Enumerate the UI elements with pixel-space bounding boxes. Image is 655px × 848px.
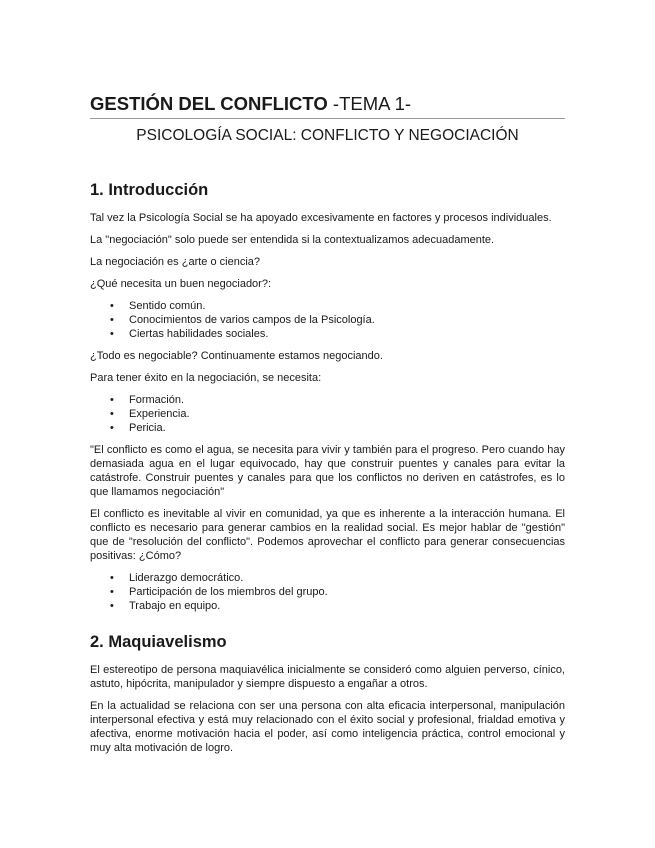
section-maquiavelismo	[90, 631, 565, 755]
list-item: • Experiencia.	[110, 408, 190, 420]
paragraph: ¿Todo es negociable? Continuamente estamos negociando.	[90, 350, 383, 362]
list-item: • Liderazgo democrático.	[110, 572, 244, 584]
list-item: • Pericia.	[110, 422, 166, 434]
paragraph: La "negociación" solo puede ser entendida si la contextualizamos adecuadamente.	[90, 234, 495, 246]
list-item: • Conocimientos de varios campos de la Psicología.	[110, 314, 375, 326]
section-heading: 2. Maquiavelismo	[90, 633, 227, 651]
quote-paragraph: "El conflicto es como el agua, se necesita para vivir y también para el progreso. Pero cuando hay demasiada agua en el lugar equivocado, hay que construir puentes y canales para evitar la catástrofe. Construir puentes y canales para que los conflictos no deriven en catástrofes, es lo que llamamos negociación"	[90, 444, 565, 498]
document-subtitle: PSICOLOGÍA SOCIAL: CONFLICTO Y NEGOCIACIÓN	[136, 127, 519, 144]
bullet-icon: •	[110, 422, 114, 434]
list-item: • Formación.	[110, 394, 185, 406]
paragraph: El estereotipo de persona maquiavélica inicialmente se consideró como alguien perverso, cínico, astuto, hipócrita, manipulador y siempre dispuesto a engañar a otros.	[90, 664, 565, 690]
paragraph: La negociación es ¿arte o ciencia?	[90, 256, 260, 268]
bullet-icon: •	[110, 600, 114, 612]
bullet-list	[90, 393, 565, 435]
list-item: • Trabajo en equipo.	[110, 600, 221, 612]
list-item: • Sentido común.	[110, 300, 206, 312]
bullet-icon: •	[110, 314, 114, 326]
bullet-icon: •	[110, 408, 114, 420]
bullet-icon: •	[110, 300, 114, 312]
list-item: • Ciertas habilidades sociales.	[110, 328, 269, 340]
title-main: GESTIÓN DEL CONFLICTO	[90, 93, 328, 114]
section-introduccion	[90, 179, 565, 613]
title-topic: -TEMA 1-	[327, 93, 412, 114]
document-body	[90, 179, 565, 763]
document-title	[90, 92, 565, 119]
paragraph: El conflicto es inevitable al vivir en comunidad, ya que es inherente a la interacción humana. El conflicto es necesario para generar cambios en la realidad social. Es mejor hablar de "gestión" que de "resolución del conflicto". Podemos aprovechar el conflicto para generar consecuencias positivas: ¿Cómo?	[90, 508, 565, 562]
bullet-list	[90, 571, 565, 613]
bullet-icon: •	[110, 586, 114, 598]
bullet-icon: •	[110, 394, 114, 406]
paragraph: En la actualidad se relaciona con ser una persona con alta eficacia interpersonal, manipulación interpersonal efectiva y está muy relacionado con el éxito social y profesional, frialdad emotiva y afectiva, enorme motivación hacia el poder, así como inteligencia práctica, control emocional y muy alta motivación de logro.	[90, 700, 565, 754]
bullet-list	[90, 299, 565, 341]
paragraph: ¿Qué necesita un buen negociador?:	[90, 278, 272, 290]
paragraph: Tal vez la Psicología Social se ha apoyado excesivamente en factores y procesos individuales.	[90, 212, 552, 224]
bullet-icon: •	[110, 328, 114, 340]
bullet-icon: •	[110, 572, 114, 584]
section-heading: 1. Introducción	[90, 181, 209, 199]
list-item: • Participación de los miembros del grupo.	[110, 586, 328, 598]
paragraph: Para tener éxito en la negociación, se necesita:	[90, 372, 322, 384]
